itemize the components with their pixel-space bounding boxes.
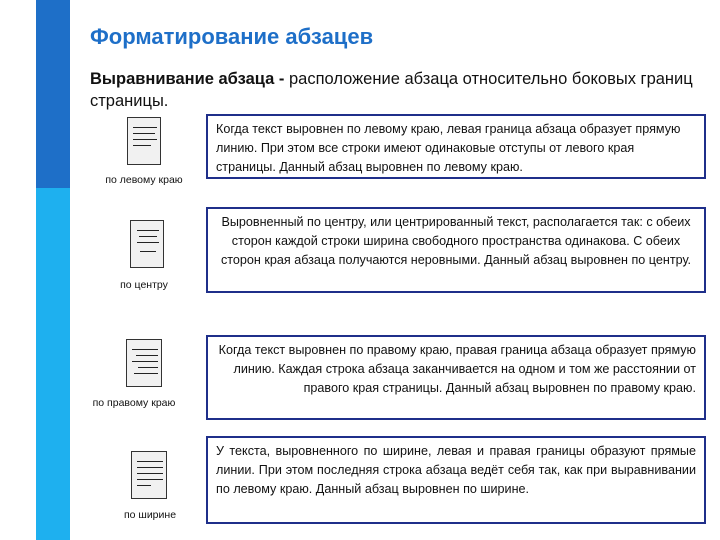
align-center-label: по центру bbox=[120, 279, 168, 291]
align-right-label: по правому краю bbox=[92, 397, 176, 409]
align-justify-description: У текста, выровненного по ширине, левая и правая границы образуют прямые линии. При этом последняя строка абзаца ведёт себя так, как при выравнивании по левому краю. Данный абзац выровнен по ширине. bbox=[206, 436, 706, 524]
page-title: Форматирование абзацев bbox=[90, 24, 374, 49]
sidebar-accent-bottom bbox=[36, 188, 70, 540]
align-left-icon bbox=[127, 117, 161, 165]
intro-paragraph bbox=[90, 68, 700, 112]
align-left-label: по левому краю bbox=[105, 174, 183, 186]
intro-text: расположение абзаца относительно боковых границ страницы. bbox=[90, 70, 693, 110]
intro-term: Выравнивание абзаца - bbox=[90, 70, 285, 88]
align-left-description: Когда текст выровнен по левому краю, левая граница абзаца образует прямую линию. При этом все строки имеют одинаковые отступы от левого края страницы. Данный абзац выровнен по левому краю. bbox=[206, 114, 706, 179]
align-right-description: Когда текст выровнен по правому краю, правая граница абзаца образует прямую линию. Каждая строка абзаца заканчивается на одном и том же расстоянии от правого края страницы. Данный абзац выровнен по правому краю. bbox=[206, 335, 706, 420]
align-justify-label: по ширине bbox=[123, 509, 177, 521]
align-center-icon bbox=[130, 220, 164, 268]
align-right-icon bbox=[126, 339, 162, 387]
sidebar-accent-top bbox=[36, 0, 70, 188]
align-center-description: Выровненный по центру, или центрированный текст, располагается так: с обеих сторон каждой строки ширина свободного пространства одинакова. С обеих сторон края абзаца получаются неровными. Данный абзац выровнен по центру. bbox=[206, 207, 706, 293]
align-justify-icon bbox=[131, 451, 167, 499]
